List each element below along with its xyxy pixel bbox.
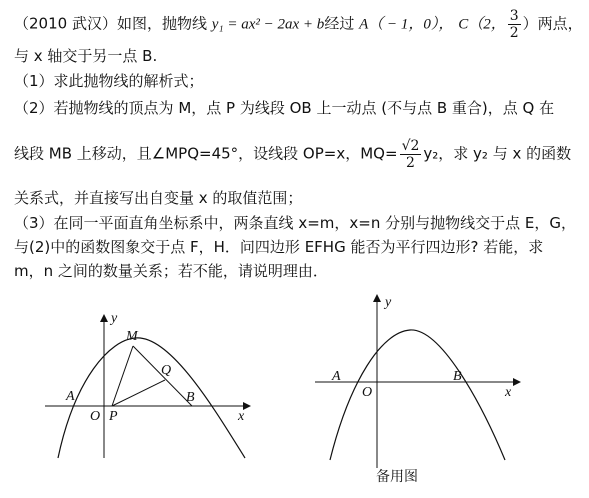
label-o: O (90, 409, 101, 424)
figure-1 (40, 310, 280, 460)
fraction-denominator: 2 (509, 25, 519, 41)
label-y: y (385, 295, 392, 310)
label-m: M (126, 329, 138, 344)
problem-line-2: 与 x 轴交于另一点 B. (14, 47, 158, 65)
question-3-line-1: （3）在同一平面直角坐标系中，两条直线 x=m，x=n 分别与抛物线交于点 E，G， (14, 214, 576, 232)
fraction-denominator: 2 (400, 154, 422, 171)
label-a: A (66, 389, 75, 404)
label-x: x (505, 385, 512, 400)
figure-2-caption: 备用图 (376, 469, 418, 485)
q2-line2-prefix: 线段 MB 上移动，且∠MPQ=45°，设线段 OP=x，MQ= (14, 144, 398, 163)
point-c-prefix: C（2， (458, 16, 506, 33)
label-b: B (186, 390, 195, 405)
label-x: x (238, 409, 245, 424)
parabola (58, 338, 245, 458)
point-c-suffix: ）两点， (522, 14, 583, 33)
problem-source: （2010 武汉） (14, 14, 117, 33)
problem-line-1 (14, 8, 583, 41)
point-a-text: A（ − 1，0）， (359, 16, 454, 33)
label-b: B (453, 369, 462, 384)
question-2-line-2 (14, 138, 571, 171)
label-a: A (332, 369, 341, 384)
q2-line2-suffix: y₂，求 y₂ 与 x 的函数 (423, 144, 572, 163)
question-2-line-1: （2）若抛物线的顶点为 M，点 P 为线段 OB 上一动点 (不与点 B 重合)，点 Q 在 (14, 99, 555, 117)
label-o: O (362, 385, 373, 400)
parabola (330, 330, 505, 460)
question-1: （1）求此抛物线的解析式； (14, 72, 204, 90)
label-q: Q (161, 363, 172, 378)
parabola-equation: y₁ = ax² − 2ax + b (211, 16, 325, 33)
fraction-numerator: √2 (401, 138, 420, 154)
intro-text-2: 经过 (324, 14, 355, 33)
intro-text: 如图，抛物线 (116, 14, 207, 33)
point-c-fraction (508, 8, 521, 41)
fraction-numerator: 3 (509, 8, 519, 24)
question-3-line-2: 与(2)中的函数图象交于点 F，H．问四边形 EFHG 能否为平行四边形? 若能，求 (14, 238, 544, 256)
label-y: y (111, 311, 118, 326)
figure-2 (310, 290, 530, 470)
question-2-line-3: 关系式，并直接写出自变量 x 的取值范围； (14, 189, 303, 207)
q2-fraction (400, 138, 422, 171)
question-3-line-3: m，n 之间的数量关系；若不能，请说明理由． (14, 262, 328, 280)
label-p: P (109, 409, 118, 424)
